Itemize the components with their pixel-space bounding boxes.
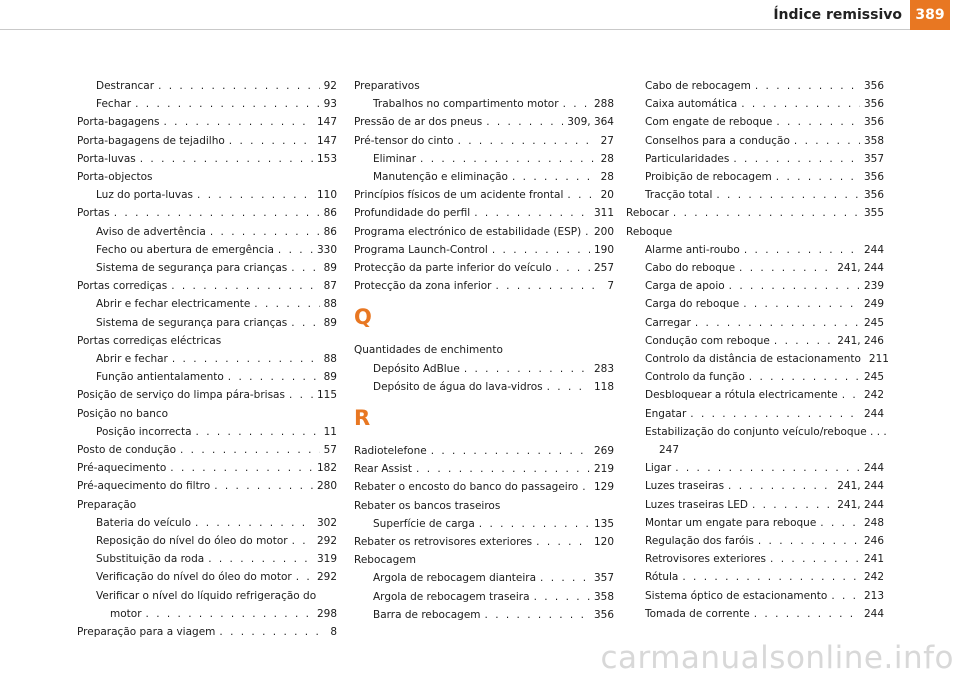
entry-page: 241, 244 [837,498,884,511]
index-entry [626,568,884,586]
index-entry [77,314,337,332]
entry-term: Argola de rebocagem traseira [373,590,530,603]
entry-page: 269 [593,445,614,458]
index-entry [626,77,884,95]
entry-term: Posição de serviço do limpa pára-brisas [77,389,285,402]
index-entry-wrapped: Verificar o nível do líquido refrigeração do [96,589,317,602]
entry-page: 88 [323,353,337,366]
entry-page: 319 [316,553,337,566]
entry-page: 239 [863,280,884,293]
entry-page: 135 [593,517,614,530]
index-entry [77,514,337,532]
entry-page: 257 [593,262,614,275]
entry-term: Carga de apoio [645,280,725,293]
entry-term: Portas [77,207,110,220]
index-heading: Portas corrediças eléctricas [77,334,222,347]
index-entry [354,360,614,378]
entry-page: 57 [323,444,337,457]
index-entry [77,223,337,241]
index-entry [626,277,884,295]
index-entry [626,459,884,477]
entry-page: 244 [863,462,884,475]
entry-page: 249 [863,298,884,311]
entry-term: Abrir e fechar electricamente [96,298,251,311]
index-entry [77,550,337,568]
entry-page: 241 [863,553,884,566]
entry-page: 358 [593,590,614,603]
index-entry [626,113,884,131]
index-entry [626,514,884,532]
entry-page: 298 [316,607,337,620]
entry-term: Rebater os retrovisores exteriores [354,536,533,549]
entry-term: Protecção da parte inferior do veículo [354,262,552,275]
entry-page: 129 [593,481,614,494]
entry-page: 213 [863,589,884,602]
entry-page: 120 [593,536,614,549]
entry-page: 356 [863,189,884,202]
index-entry [77,605,337,623]
index-entry [77,477,337,495]
entry-term: Aviso de advertência [96,225,206,238]
entry-term: Depósito AdBlue [373,362,460,375]
index-entry [626,587,884,605]
index-entry [626,550,884,568]
index-entry [77,77,337,95]
entry-page: 27 [600,134,614,147]
entry-term: Rebocar [626,207,669,220]
entry-term: Protecção da zona inferior [354,280,492,293]
entry-term: Posto de condução [77,444,176,457]
index-entry [626,405,884,423]
index-column-1 [77,77,337,641]
entry-term: Programa electrónico de estabilidade (ESP) [354,225,582,238]
entry-term: Pré-aquecimento [77,462,167,475]
entry-term: Barra de rebocagem [373,608,481,621]
entry-term: Verificação do nível do óleo do motor [96,571,292,584]
watermark: carmanualsonline.info [600,640,954,676]
entry-page: 87 [323,280,337,293]
header-rule [0,29,910,30]
entry-page: 311 [593,207,614,220]
entry-page: 89 [323,262,337,275]
entry-term: Alarme anti-roubo [645,243,740,256]
entry-term: Reposição do nível do óleo do motor [96,535,288,548]
entry-page: 355 [863,207,884,220]
index-entry [77,386,337,404]
entry-page: 302 [316,516,337,529]
entry-term: Tracção total [645,189,713,202]
page-header [0,0,960,34]
index-heading: Reboque [626,225,673,238]
entry-page: 248 [863,516,884,529]
entry-term: Rebater o encosto do banco do passageiro [354,481,579,494]
entry-page: 244 [863,243,884,256]
entry-term: Substituição da roda [96,553,205,566]
entry-page: 219 [593,463,614,476]
index-entry [354,606,614,624]
entry-term: Regulação dos faróis [645,535,754,548]
index-entry [354,478,614,496]
entry-term: Sistema de segurança para crianças [96,316,288,329]
index-entry [77,368,337,386]
entry-term: Retrovisores exteriores [645,553,767,566]
index-entry [354,569,614,587]
entry-page: 356 [593,608,614,621]
entry-term: Carga do reboque [645,298,740,311]
entry-term: Depósito de água do lava-vidros [373,380,543,393]
entry-term: Pré-aquecimento do filtro [77,480,211,493]
entry-term: Controlo da função [645,371,745,384]
entry-term: Sistema óptico de estacionamento [645,589,828,602]
entry-term: Montar um engate para reboque [645,516,817,529]
entry-term: Fecho ou abertura de emergência [96,243,274,256]
entry-page: 292 [316,571,337,584]
entry-term: Ligar [645,462,672,475]
entry-page: 309, 364 [567,116,614,129]
index-heading: Posição no banco [77,407,169,420]
entry-term: Controlo da distância de estacionamento [645,353,861,366]
entry-term: Trabalhos no compartimento motor [373,98,559,111]
index-heading: Preparação [77,498,137,511]
entry-term: Destrancar [96,80,155,92]
entry-term: Conselhos para a condução [645,134,790,147]
entry-page: 86 [323,225,337,238]
entry-term: Abrir e fechar [96,353,168,366]
index-entry [626,259,884,277]
index-entry [626,332,884,350]
index-entry [77,423,337,441]
entry-page: 247 [659,444,680,457]
page-number-badge: 389 [910,0,950,30]
index-entry [626,314,884,332]
entry-term: Bateria do veículo [96,516,192,529]
index-entry [626,368,884,386]
entry-term: Profundidade do perfil [354,207,471,220]
index-entry [354,241,614,259]
entry-page: 246 [863,535,884,548]
index-entry [77,186,337,204]
entry-page: 93 [323,98,337,111]
entry-page: 190 [593,243,614,256]
index-entry [77,95,337,113]
index-entry [77,241,337,259]
entry-page: 88 [323,298,337,311]
entry-page: 115 [316,389,337,402]
entry-term: Porta-bagagens de tejadilho [77,134,225,147]
index-entry [626,132,884,150]
index-entry [354,442,614,460]
entry-term: Sistema de segurança para crianças [96,262,288,275]
entry-page: 245 [863,316,884,329]
entry-term: Cabo do reboque [645,262,736,275]
index-entry [77,204,337,222]
index-entry [77,150,337,168]
entry-page: 358 [863,134,884,147]
index-heading: Rebater os bancos traseiros [354,499,501,512]
entry-term: Preparação para a viagem [77,626,216,639]
entry-term: Cabo de rebocagem [645,80,751,92]
entry-page: 280 [316,480,337,493]
index-entry [77,295,337,313]
entry-page: 153 [316,152,337,165]
entry-page: 245 [863,371,884,384]
index-entry [77,532,337,550]
index-entry [626,477,884,495]
index-entry [354,150,614,168]
index-entry [626,496,884,514]
index-entry [626,150,884,168]
entry-term: Carregar [645,316,691,329]
index-entry [77,623,337,641]
entry-page: 241, 244 [837,262,884,275]
index-entry [77,568,337,586]
entry-page: 86 [323,207,337,220]
index-entry [626,350,889,368]
entry-term: Superfície de carga [373,517,475,530]
entry-page: 147 [316,116,337,129]
entry-term: Luzes traseiras LED [645,498,748,511]
entry-page: 182 [316,462,337,475]
section-letter-r: R [354,406,371,431]
entry-term: Portas corrediças [77,280,168,293]
index-entry [354,132,614,150]
index-heading: Quantidades de enchimento [354,344,503,357]
index-entry [626,186,884,204]
entry-term: Particularidades [645,152,730,165]
index-entry [354,168,614,186]
entry-term: Rótula [645,571,679,584]
entry-page: 244 [863,607,884,620]
entry-page: 7 [607,280,614,293]
index-heading: Rebocagem [354,554,416,567]
entry-term: Posição incorrecta [96,425,192,438]
entry-page: 8 [330,626,337,639]
index-heading: Preparativos [354,80,420,92]
index-entry [354,277,614,295]
entry-term: Pré-tensor do cinto [354,134,454,147]
entry-term: Caixa automática [645,98,738,111]
entry-page: 20 [600,189,614,202]
entry-term: Tomada de corrente [645,607,750,620]
entry-term: Função antientalamento [96,371,224,384]
index-heading: Porta-objectos [77,171,153,184]
index-entry [354,223,614,241]
entry-term: Programa Launch-Control [354,243,488,256]
entry-term: Condução com reboque [645,334,770,347]
index-entry [77,259,337,277]
index-entry [626,204,884,222]
entry-term: Argola de rebocagem dianteira [373,572,537,585]
entry-page: 242 [863,571,884,584]
index-column-3 [626,77,889,623]
entry-page: 89 [323,371,337,384]
entry-page: 356 [863,116,884,129]
entry-page: 330 [316,243,337,256]
entry-term: Eliminar [373,152,417,165]
entry-term: Luz do porta-luvas [96,189,194,202]
entry-page: 356 [863,98,884,111]
index-entry [626,241,884,259]
entry-page: 28 [600,171,614,184]
entry-term: Princípios físicos de um acidente frontal [354,189,564,202]
entry-term: motor [110,607,142,620]
entry-page: 356 [863,171,884,184]
entry-page: 357 [593,572,614,585]
entry-page: 283 [593,362,614,375]
index-entry [626,168,884,186]
index-entry [354,378,614,396]
entry-page: 200 [593,225,614,238]
entry-term: Luzes traseiras [645,480,725,493]
index-column-2 [354,77,614,624]
index-entry [354,515,614,533]
entry-term: Porta-bagagens [77,116,160,129]
entry-page: 241, 246 [837,334,884,347]
entry-term: Pressão de ar dos pneus [354,116,483,129]
entry-term: Desbloquear a rótula electricamente [645,389,838,402]
header-title: Índice remissivo [773,7,902,23]
index-entry [626,386,884,404]
index-entry [626,95,884,113]
entry-page: 11 [323,425,337,438]
index-entry [77,277,337,295]
entry-term: Proibição de rebocagem [645,171,772,184]
entry-page: 211 [868,353,889,366]
entry-page: 244 [863,407,884,420]
index-entry [77,113,337,131]
entry-page: 357 [863,152,884,165]
entry-page: 147 [316,134,337,147]
index-entry [626,295,884,313]
entry-term: Fechar [96,98,132,111]
index-entry [626,532,884,550]
entry-term: Porta-luvas [77,152,136,165]
index-entry [354,95,614,113]
entry-term: Radiotelefone [354,445,427,458]
index-entry [354,460,614,478]
entry-page: 356 [863,80,884,92]
index-entry [354,186,614,204]
entry-page: 110 [316,189,337,202]
index-entry [354,588,614,606]
entry-page: 288 [593,98,614,111]
entry-page: 292 [316,535,337,548]
entry-page: 89 [323,316,337,329]
index-entry [354,533,614,551]
entry-term: Rear Assist [354,463,413,476]
entry-page: 92 [323,80,337,92]
entry-term: Com engate de reboque [645,116,773,129]
entry-page: 242 [863,389,884,402]
index-entry [77,350,337,368]
entry-term: Engatar [645,407,687,420]
entry-page: 241, 244 [837,480,884,493]
index-entry [354,113,614,131]
entry-term: Manutenção e eliminação [373,171,508,184]
index-entry [354,259,614,277]
index-entry [77,132,337,150]
index-entry [626,605,884,623]
index-entry [77,459,337,477]
entry-page: 118 [593,380,614,393]
entry-page: 28 [600,152,614,165]
index-entry-wrapped: Estabilização do conjunto veículo/reboque . . . [645,425,887,438]
index-entry [77,441,337,459]
section-letter-q: Q [354,305,372,330]
index-entry [354,204,614,222]
